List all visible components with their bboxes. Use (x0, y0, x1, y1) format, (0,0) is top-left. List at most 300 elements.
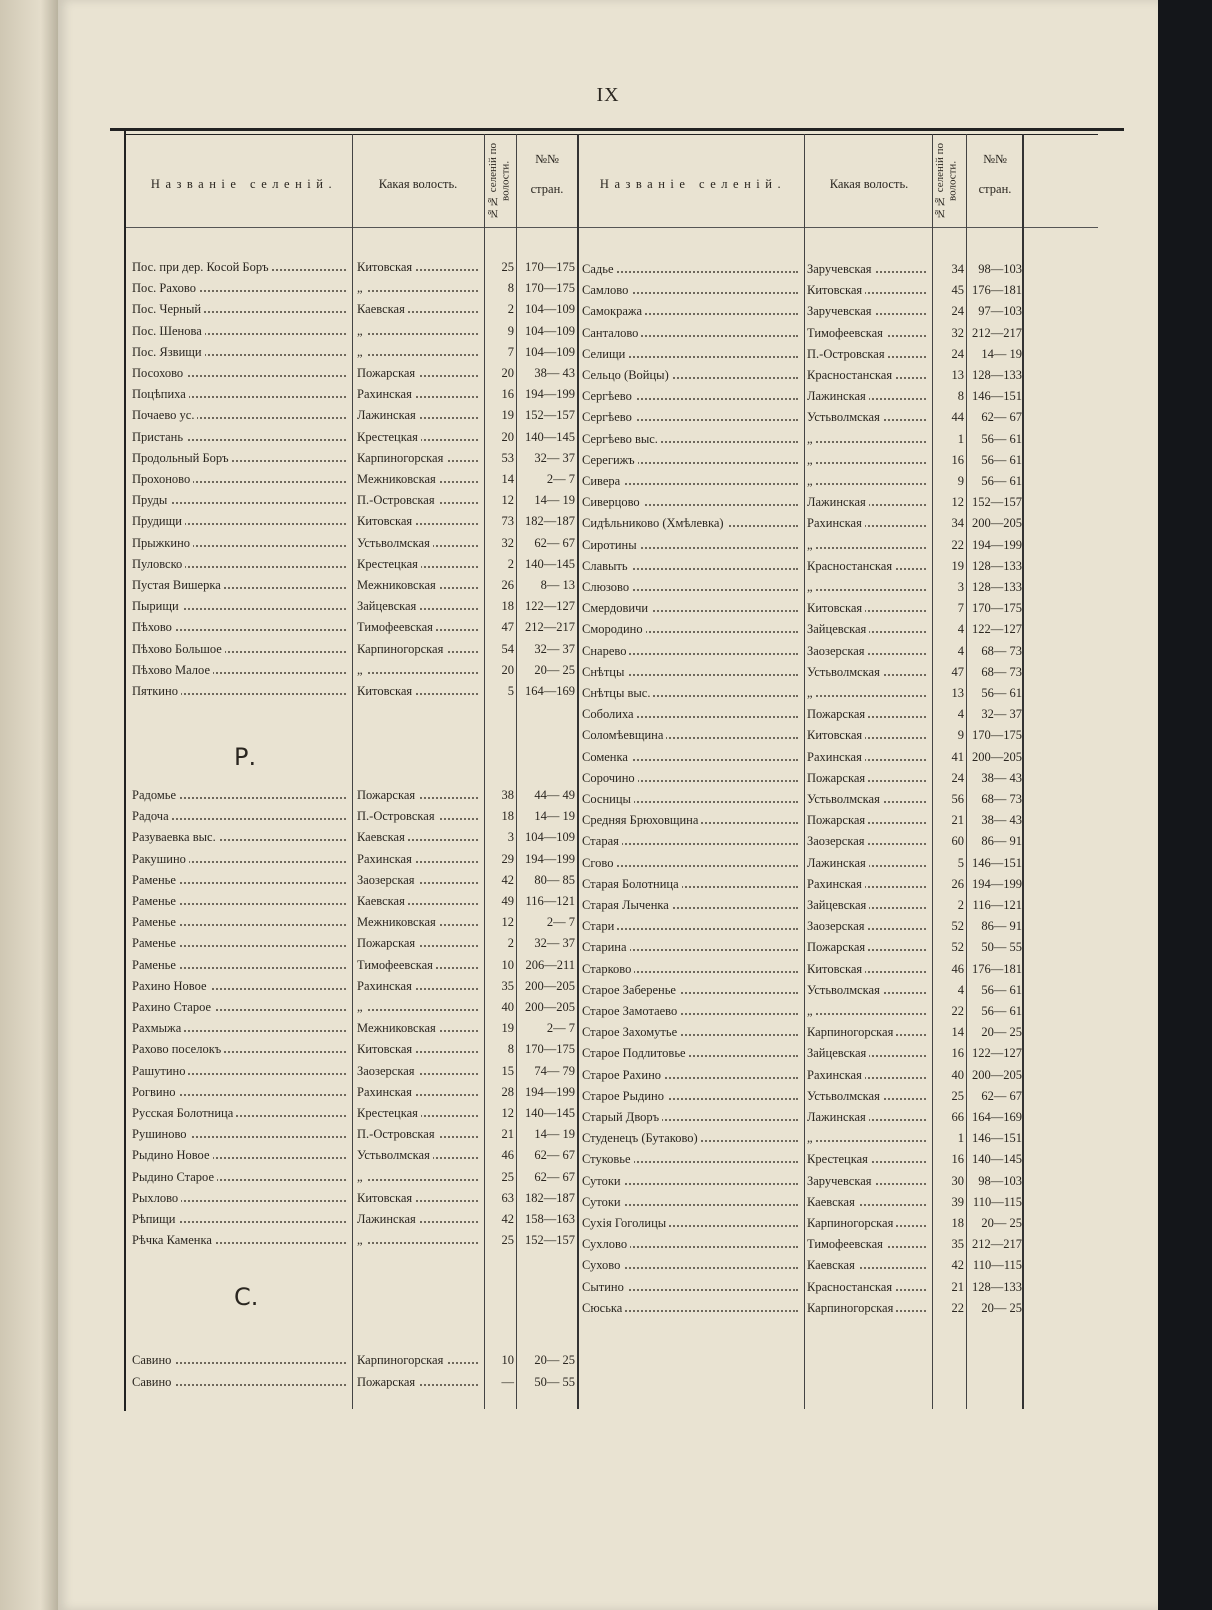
volost-name (807, 937, 930, 957)
table-row (124, 1022, 1114, 1042)
page-range: 146—151 (972, 855, 1022, 870)
page-range: 104—109 (525, 302, 575, 317)
settlement-count: 5 (507, 684, 514, 698)
volost-name-text: Межниковская (357, 915, 439, 929)
page-range: 200—205 (972, 1067, 1022, 1082)
header-count: №№ селеній по волости. (487, 143, 512, 219)
settlement-count: — (501, 1375, 514, 1389)
settlement-name-text: Сутоки (582, 1174, 624, 1188)
table-row (124, 280, 1114, 300)
settlement-name-text: Сгово (582, 856, 616, 870)
volost-name-text: Заозерская (807, 919, 868, 933)
settlement-name-text: Старая (582, 834, 622, 848)
volost-name (807, 1149, 930, 1169)
page-range: 56— 61 (981, 452, 1022, 467)
settlement-name (582, 853, 802, 873)
page-range: 97—103 (978, 304, 1022, 319)
page-range: 80— 85 (534, 872, 575, 887)
volost-name-text: Карпиногорская (357, 451, 446, 465)
page-number: IX (596, 84, 620, 106)
volost-name-text: П.-Островская (357, 493, 438, 507)
settlement-name-text: Рашутино (132, 1064, 188, 1078)
settlement-count: 26 (951, 876, 964, 891)
page-range: 170—175 (525, 1042, 575, 1057)
settlement-name-text: Посохово (132, 366, 186, 380)
settlement-count: 35 (501, 978, 514, 993)
settlement-name (582, 492, 802, 512)
volost-name-text: „ (357, 1233, 366, 1247)
settlement-name-text: Рѣчка Каменка (132, 1233, 215, 1247)
settlement-name (582, 1298, 802, 1318)
volost-name-text: Карпиногорская (807, 1025, 896, 1039)
page-range: 98—103 (978, 262, 1022, 276)
settlement-name (582, 810, 802, 830)
settlement-name (582, 513, 802, 533)
settlement-count: 19 (501, 408, 514, 423)
page-range: 20— 25 (534, 662, 575, 677)
settlement-name-text: Рахово поселокъ (132, 1042, 224, 1056)
page-range: 200—205 (972, 749, 1022, 764)
settlement-count: 16 (951, 452, 964, 467)
settlement-name (582, 874, 802, 894)
table-row (124, 980, 1114, 1000)
settlement-name (582, 556, 802, 576)
table-row (124, 831, 1114, 851)
volost-name-text: П.-Островская (357, 809, 438, 823)
page-range: 128—133 (972, 1279, 1022, 1294)
settlement-name-text: Селищи (582, 347, 628, 361)
page-range: 2— 7 (546, 472, 575, 486)
page-range: 38— 43 (981, 770, 1022, 785)
page-range: 2— 7 (546, 1021, 575, 1036)
page-range: 8— 13 (540, 578, 575, 592)
volost-name (807, 1171, 930, 1191)
volost-name-text: Лажинская (807, 495, 869, 509)
settlement-name-text: Сергѣево (582, 389, 635, 403)
page-range: 56— 61 (981, 431, 1022, 446)
page-range: 194—199 (525, 1084, 575, 1099)
page-range: 128—133 (972, 558, 1022, 573)
page-range: 104—109 (525, 830, 575, 845)
volost-name (807, 598, 930, 618)
page-range: 86— 91 (981, 919, 1022, 934)
volost-name (807, 1022, 930, 1042)
volost-name (807, 577, 930, 597)
volost-name-text: Устьволмская (357, 1148, 433, 1162)
settlement-count: 16 (951, 1046, 964, 1061)
volost-name-text: Рахинская (807, 750, 865, 764)
page-range: 14— 19 (534, 809, 575, 824)
volost-name-text: Пожарская (357, 788, 418, 802)
settlement-name-text: Сорочино (582, 771, 638, 785)
table-row (124, 768, 1114, 788)
volost-name-text: Пожарская (357, 936, 418, 950)
settlement-name (582, 1128, 802, 1148)
settlement-name-text: Снѣтцы (582, 665, 627, 679)
settlement-name (582, 386, 802, 406)
volost-name-text: „ (357, 663, 366, 677)
table-row (124, 1372, 1114, 1392)
settlement-count: 20 (501, 662, 514, 677)
settlement-name-text: Сюська (582, 1301, 625, 1315)
volost-name-text: Каевская (807, 1258, 858, 1272)
settlement-name-text: Русская Болотница (132, 1106, 236, 1120)
volost-name (807, 768, 930, 788)
page-range: 62— 67 (534, 535, 575, 550)
volost-name-text: Крестецкая (357, 430, 421, 444)
volost-name (807, 1277, 930, 1297)
settlement-name (582, 259, 802, 279)
settlement-name (582, 1149, 802, 1169)
volost-name-text: Китовская (357, 684, 415, 698)
volost-name-text: Лажинская (807, 856, 869, 870)
settlement-count: 22 (951, 1004, 964, 1018)
page-range: 32— 37 (981, 707, 1022, 722)
volost-name-text: Межниковская (357, 578, 439, 592)
settlement-name (582, 577, 802, 597)
table-row (124, 916, 1114, 936)
settlement-count: 10 (501, 1353, 514, 1367)
settlement-name-text: Пос. Язвищи (132, 345, 205, 359)
page-range: 104—109 (525, 323, 575, 338)
volost-name (807, 683, 930, 703)
page-range: 32— 37 (534, 936, 575, 951)
settlement-count: 47 (951, 664, 964, 679)
settlement-name (582, 1022, 802, 1042)
settlement-name (582, 1192, 802, 1212)
page-range: 14— 19 (981, 346, 1022, 361)
page-range: 62— 67 (534, 1169, 575, 1184)
page-range: 170—175 (972, 728, 1022, 743)
section-letter-s: С. (234, 1283, 259, 1311)
page-range: 122—127 (972, 1046, 1022, 1061)
settlement-name-text: Средняя Брюховщина (582, 813, 701, 827)
volost-name-text: Китовская (357, 260, 415, 274)
volost-name-text: Зайцевская (357, 599, 419, 613)
settlement-name-text: Рыхлово (132, 1191, 181, 1205)
settlement-name-text: Сосницы (582, 792, 634, 806)
settlement-name (582, 471, 802, 491)
volost-name-text: Пожарская (807, 813, 868, 827)
volost-name (807, 1192, 930, 1212)
volost-name-text: Красностанская (807, 559, 895, 573)
settlement-count: 47 (501, 620, 514, 635)
previous-page-edge (0, 0, 58, 1610)
settlement-count: 38 (501, 788, 514, 802)
settlement-name-text: Самлово (582, 283, 631, 297)
settlement-count: 8 (507, 1042, 514, 1057)
volost-name-text: Заозерская (357, 1064, 418, 1078)
settlement-count: 4 (957, 622, 964, 637)
settlement-name-text: Ракушино (132, 852, 189, 866)
volost-name-text: Красностанская (807, 368, 895, 382)
page-range: 212—217 (525, 620, 575, 635)
page-range: 56— 61 (981, 474, 1022, 488)
settlement-name-text: Садье (582, 262, 617, 276)
settlement-name (582, 831, 802, 851)
volost-name-text: „ (357, 1000, 366, 1014)
page-range: 104—109 (525, 344, 575, 359)
page-range: 68— 73 (981, 792, 1022, 806)
page-range: 194—199 (525, 387, 575, 402)
settlement-name-text: Сухово (582, 1258, 623, 1272)
volost-name (807, 747, 930, 767)
table-row (124, 1086, 1114, 1106)
settlement-name-text: Рыдино Новое (132, 1148, 213, 1162)
volost-name-text: Китовская (807, 601, 865, 615)
settlement-count: 20 (501, 429, 514, 444)
page-range: 176—181 (972, 283, 1022, 298)
table-row (124, 747, 1114, 767)
volost-name-text: Рахинская (807, 516, 865, 530)
volost-name-text: Тимофеевская (357, 958, 436, 972)
volost-name-text: Рахинская (357, 1085, 415, 1099)
settlement-name-text: Пруды (132, 493, 170, 507)
settlement-name-text: Пос. при дер. Косой Боръ (132, 260, 272, 274)
header-pages-num: №№ (535, 151, 559, 166)
volost-name (807, 641, 930, 661)
settlement-count: 26 (501, 578, 514, 592)
settlement-name-text: Прыжкино (132, 536, 193, 550)
settlement-name-text: Раменье (132, 936, 179, 950)
table-row (124, 662, 1114, 682)
table-row (124, 1001, 1114, 1021)
settlement-name (582, 641, 802, 661)
volost-name (807, 556, 930, 576)
volost-name (807, 810, 930, 830)
settlement-name (132, 1350, 350, 1370)
volost-name-text: „ (807, 686, 816, 700)
settlement-name-text: Сытино (582, 1280, 627, 1294)
volost-name-text: Китовская (357, 1191, 415, 1205)
settlement-count: 63 (501, 1190, 514, 1205)
volost-name-text: „ (357, 345, 366, 359)
page-range: 38— 43 (981, 813, 1022, 828)
settlement-name-text: Рыдино Старое (132, 1170, 217, 1184)
settlement-count: 54 (501, 641, 514, 656)
volost-name-text: Каевская (807, 1195, 858, 1209)
page-range: 182—187 (525, 514, 575, 529)
settlement-count: 42 (951, 1258, 964, 1273)
settlement-count: 8 (507, 281, 514, 296)
page-range: 182—187 (525, 1190, 575, 1205)
settlement-name-text: Продольный Боръ (132, 451, 232, 465)
page-range: 140—145 (525, 556, 575, 571)
settlement-count: 60 (951, 834, 964, 849)
page-range: 140—145 (972, 1152, 1022, 1167)
settlement-name (582, 598, 802, 618)
volost-name-text: П.-Островская (807, 347, 888, 361)
settlement-count: 21 (951, 1279, 964, 1294)
settlement-name-text: Рушиново (132, 1127, 190, 1141)
settlement-name (582, 1043, 802, 1063)
table-row (124, 874, 1114, 894)
page-range: 68— 73 (981, 643, 1022, 658)
table-row (124, 683, 1114, 703)
table-row (124, 1043, 1114, 1063)
volost-name (807, 1107, 930, 1127)
volost-name (807, 280, 930, 300)
volost-name-text: Лажинская (807, 1110, 869, 1124)
header-volost: Какая волость. (829, 176, 909, 191)
volost-name-text: „ (807, 1131, 816, 1145)
settlement-name-text: Пос. Черный (132, 302, 204, 316)
settlement-name-text: Стуковье (582, 1152, 634, 1166)
settlement-name-text: Сергѣево (582, 410, 635, 424)
volost-name-text: Китовская (807, 962, 865, 976)
table-row (124, 492, 1114, 512)
page-range: 152—157 (525, 408, 575, 423)
settlement-count: 42 (501, 872, 514, 887)
volost-name (807, 916, 930, 936)
settlement-name (582, 662, 802, 682)
volost-name (807, 1043, 930, 1063)
settlement-count: 12 (501, 493, 514, 508)
volost-name (807, 874, 930, 894)
page-range: 20— 25 (534, 1353, 575, 1367)
settlement-name-text: Старое Заберенье (582, 983, 679, 997)
settlement-name (582, 1001, 802, 1021)
settlement-name (582, 1171, 802, 1191)
table-row (124, 1298, 1114, 1318)
page-range: 62— 67 (534, 1148, 575, 1163)
settlement-name-text: Старина (582, 940, 630, 954)
page-range: 20— 25 (981, 1025, 1022, 1040)
table-row (124, 535, 1114, 555)
settlement-count: 2 (957, 898, 964, 912)
settlement-name (582, 1255, 802, 1275)
settlement-count: 12 (501, 1106, 514, 1120)
volost-name-text: Устьволмская (807, 1089, 883, 1103)
page-range: 116—121 (972, 898, 1022, 912)
volost-name-text: Рахинская (357, 979, 415, 993)
table-row (124, 1065, 1114, 1085)
page-range: 116—121 (525, 894, 575, 908)
settlement-name-text: Сельцо (Войцы) (582, 368, 672, 382)
table-row (124, 513, 1114, 533)
page-range: 38— 43 (534, 366, 575, 380)
settlement-count: 45 (951, 283, 964, 298)
settlement-name-text: Сиверцово (582, 495, 643, 509)
settlement-count: 42 (501, 1212, 514, 1226)
table-row (124, 1350, 1114, 1370)
table-row (124, 1149, 1114, 1169)
header-name: Названіе селеній. (150, 176, 338, 191)
settlement-name-text: Пырищи (132, 599, 182, 613)
settlement-count: 4 (957, 643, 964, 658)
settlement-name-text: Старое Подлитовье (582, 1046, 689, 1060)
settlement-count: 25 (951, 1088, 964, 1103)
page-range: 200—205 (525, 1000, 575, 1014)
header-volost: Какая волость. (378, 176, 458, 191)
settlement-name-text: Соболиха (582, 707, 637, 721)
settlement-name-text: Славыть (582, 559, 631, 573)
page-range: 56— 61 (981, 982, 1022, 997)
settlement-count: 10 (501, 957, 514, 972)
table-row (124, 1255, 1114, 1275)
settlement-name-text: Пѣхово Большое (132, 642, 225, 656)
volost-name-text: Каевская (357, 894, 408, 908)
table-row (124, 725, 1114, 745)
settlement-name-text: Радомье (132, 788, 179, 802)
page-range: 20— 25 (981, 1300, 1022, 1315)
settlement-name (582, 980, 802, 1000)
settlement-count: 4 (957, 982, 964, 997)
volost-name-text: Заозерская (357, 873, 418, 887)
settlement-name (582, 916, 802, 936)
settlement-count: 4 (957, 707, 964, 722)
page-range: 146—151 (972, 1131, 1022, 1146)
volost-name (807, 1213, 930, 1233)
page-range: 44— 49 (534, 788, 575, 802)
volost-name (807, 1086, 930, 1106)
volost-name (807, 259, 930, 279)
page-range: 20— 25 (981, 1216, 1022, 1230)
page-range: 56— 61 (981, 686, 1022, 700)
settlement-name-text: Стари (582, 919, 617, 933)
settlement-count: 1 (957, 431, 964, 446)
page-range: 212—217 (972, 1237, 1022, 1252)
header-count: №№ селеній по волости. (934, 143, 959, 219)
settlement-count: 14 (951, 1025, 964, 1040)
volost-name-text: Устьволмская (807, 410, 883, 424)
page-range: 50— 55 (534, 1375, 575, 1389)
volost-name-text: Заручевская (807, 262, 875, 276)
volost-name-text: Межниковская (357, 472, 439, 486)
settlement-name-text: Сергѣево выс. (582, 432, 661, 446)
settlement-name-text: Рѣпищи (132, 1212, 178, 1226)
page-range: 170—175 (525, 260, 575, 274)
page-range: 158—163 (525, 1212, 575, 1226)
volost-name (807, 1128, 930, 1148)
top-rule-thin (124, 134, 1098, 135)
settlement-name-text: Радоча (132, 809, 172, 823)
page-range: 122—127 (972, 622, 1022, 637)
page-range: 152—157 (972, 495, 1022, 510)
settlement-count: 21 (501, 1127, 514, 1142)
volost-name-text: Карпиногорская (807, 1216, 896, 1230)
volost-name (807, 704, 930, 724)
volost-name (807, 535, 930, 555)
page-range: 128—133 (972, 580, 1022, 594)
settlement-name (582, 407, 802, 427)
volost-name-text: Лажинская (357, 1212, 419, 1226)
volost-name-text: Межниковская (357, 1021, 439, 1035)
volost-name-text: Заручевская (807, 304, 875, 318)
settlement-count: 52 (951, 940, 964, 955)
settlement-name-text: Разуваевка выс. (132, 830, 219, 844)
settlement-name-text: Снарево (582, 644, 629, 658)
table-row (124, 1128, 1114, 1148)
settlement-name-text: Смердовичи (582, 601, 651, 615)
settlement-name-text: Пос. Шенова (132, 324, 205, 338)
page-range: 50— 55 (981, 940, 1022, 955)
page-range: 140—145 (525, 1106, 575, 1120)
table-row (124, 301, 1114, 321)
volost-name-text: Карпиногорская (807, 1301, 896, 1315)
settlement-name-text: Рогвино (132, 1085, 179, 1099)
settlement-name (582, 1086, 802, 1106)
table-row (124, 386, 1114, 406)
settlement-name (582, 1107, 802, 1127)
volost-name-text: Зайцевская (807, 1046, 869, 1060)
page-range: 98—103 (978, 1173, 1022, 1188)
volost-name-text: Тимофеевская (807, 1237, 886, 1251)
settlement-count: 24 (951, 770, 964, 785)
settlement-count: 22 (951, 537, 964, 552)
settlement-name-text: Рахино Старое (132, 1000, 214, 1014)
settlement-name-text: Пристань (132, 430, 186, 444)
